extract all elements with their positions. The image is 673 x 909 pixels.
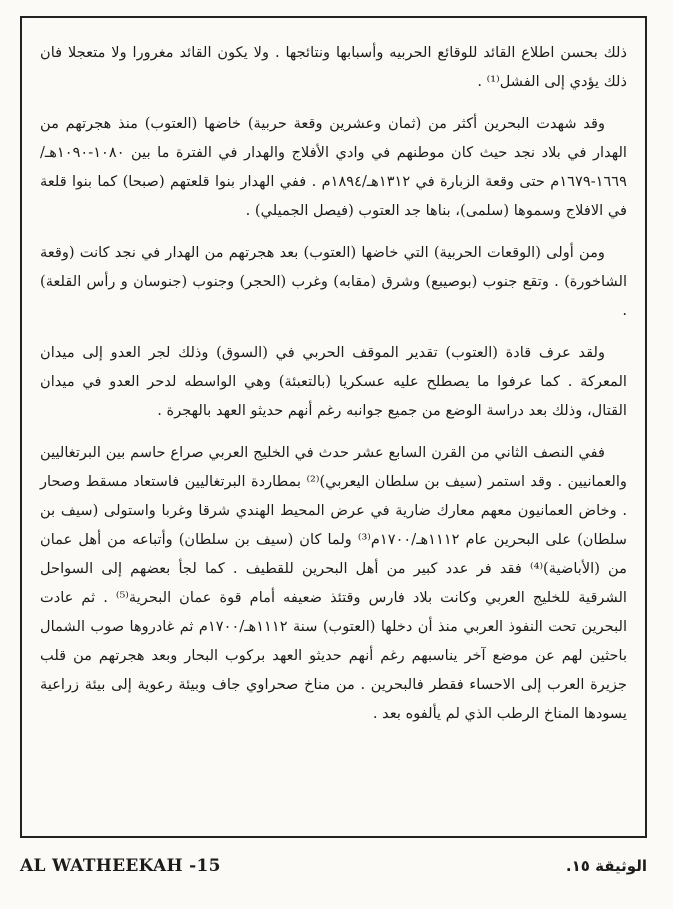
text-frame: [20, 16, 647, 838]
paragraph-3: ومن أولى (الوقعات الحربية) التي خاضها (العتوب) بعد هجرتهم من الهدار في نجد كانت (وقعة الشاخورة) . وتقع جنوب (بوصيبع) وشرق (مقابه) وغرب (الحجر) وجنوب (جنوسان و رأس القلعة) .: [40, 244, 627, 319]
paragraph-1: ذلك بحسن اطلاع القائد للوقائع الحربيه وأسبابها ونتائجها . ولا يكون القائد مغرورا ولا متعجلا فان ذلك يؤدي إلى الفشل⁽¹⁾ .: [40, 44, 627, 90]
paragraph-4: ولقد عرف قادة (العتوب) تقدير الموقف الحربي في (السوق) وذلك لجر العدو إلى ميدان المعركة . كما عرفوا ما يصطلح عليه عسكريا (بالتعبئة) وهي الواسطه لدحر العدو في ميدان القتال، وذلك بعد دراسة الوضع من جميع جوانبه رغم أنهم حديثو العهد بالهجرة .: [40, 344, 627, 419]
paragraph-2: وقد شهدت البحرين أكثر من (ثمان وعشرين وقعة حربية) خاضها (العتوب) منذ هجرتهم من الهدار في بلاد نجد حيث كان موطنهم في وادي الأفلاج والهدار في الفترة ما بين ١٠٨٠-١٠٩٠هـ/١٦٦٩-١٦٧٩م حتى وقعة الزبارة في ١٣١٢هـ/١٨٩٤م . ففي الهدار بنوا قلعتهم (صبحا) كما بنوا قلعة في الافلاج وسموها (سلمى)، بناها جد العتوب (فيصل الجميلي) .: [40, 115, 627, 219]
page-footer: [20, 846, 647, 886]
paragraph-5: ففي النصف الثاني من القرن السابع عشر حدث في الخليج العربي صراع حاسم بين البرتغاليين والعمانيين . وقد استمر (سيف بن سلطان اليعربي)⁽²⁾ بمطاردة البرتغاليين فاستعاد مسقط وصحار . وخاض العمانيون معهم معارك ضارية في عرض المحيط الهندي شرقا وغربا واستولى (سيف بن سلطان) على البحرين عام ١١١٢هـ/١٧٠٠م⁽³⁾ ولما كان (سيف بن سلطان) وأتباعه من أهل عمان من (الأباضية)⁽⁴⁾ فقد فر عدد كبير من أهل البحرين للقطيف . كما لجأ بعضهم إلى السواحل الشرقية للخليج العربي وكانت بلاد فارس وقتئذ ضعيفه أمام قوة عمان البحرية⁽⁵⁾ . ثم عادت البحرين تحت النفوذ العربي منذ أن دخلها (العتوب) سنة ١١١٢هـ/١٧٠٠م ثم غادروها صوب الشمال باحثين لهم عن موضع آخر يناسبهم رغم أنهم حديثو العهد بركوب البحار وبعد هجرتهم من قلب جزيرة العرب إلى الاحساء فقطر فالبحرين . من مناخ صحراوي جاف وبيئة رعوية إلى بيئة زراعية يسودها المناخ الرطب الذي لم يألفوه بعد .: [40, 444, 628, 722]
footer-title-english: AL WATHEEKAH -15: [20, 856, 221, 876]
footer-title-arabic: الوثيقة ١٥.: [565, 857, 647, 875]
